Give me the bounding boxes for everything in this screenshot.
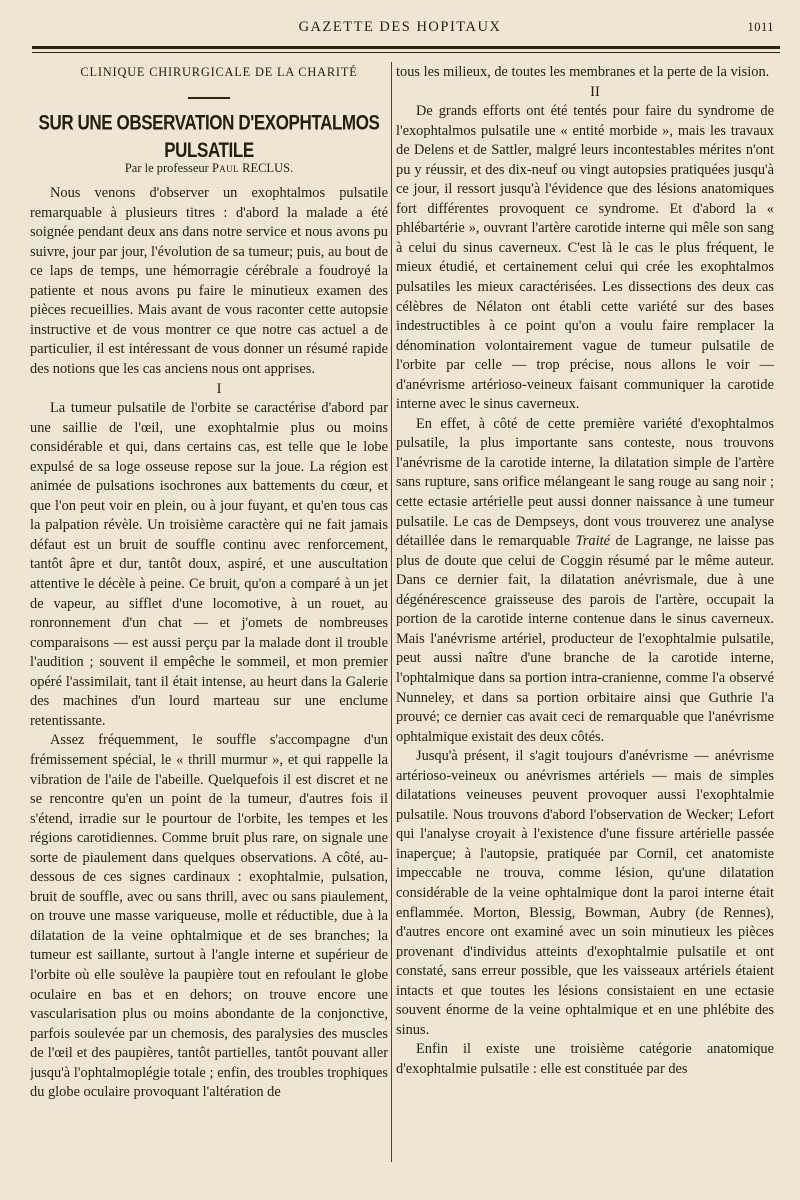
heading-rule	[188, 97, 230, 99]
left-column	[30, 63, 388, 1183]
right-column	[396, 63, 774, 1183]
paragraph-4-part-b: de Lagrange, ne laisse pas plus de doute que celui de Coggin résumé par le même auteur. Dans ce dernier fait, la dilatation anévrismale, due à une dégénérescence graisseuse des parois de l'artère, occupait la portion de la carotide interne contenue dans le sinus caverneux. Mais l'anévrisme artériel, producteur de l'exophtalmie pulsatile, peut aussi naître d'une branche de la carotide interne, l'ophtalmique dans sa portion intra-cranienne, comme l'a observé Nunneley, et dans sa portion orbitaire ainsi que Guthrie l'a prouvé; ce dernier cas avait ceci de remarquable que l'anévrisme ophtalmique existait des deux côtés.	[396, 533, 774, 745]
paragraph-3: De grands efforts ont été tentés pour faire du syndrome de l'exophtalmos pulsatile une « entité morbide », mais les travaux de Delens et de Sattler, malgré leurs incontestables mérites n'ont pu y réussir, et des dix-neuf ou vingt autopsies pratiquées jusqu'à ce jour, il ressort jusqu'à l'évidence que des lésions anatomiques fort différentes provoquent ce syndrome. Et d'abord la « phlébartérie », ouvrant l'artère carotide interne qui mêle son sang à celui du sinus caverneux. C'est là le cas le plus fréquent, le mieux étudié, et certainement celui qui crée les exophtalmos pulsatiles les mieux caractérisées. Les dissections des deux cas célèbres de Nélaton ont établi cette variété sur des bases indestructibles à ce point qu'on a voulu faire remplacer la dénomination volontairement vague de tumeur pulsatile de l'orbite par celle — trop précise, nous allons le voir — d'anévrisme artérioso-veineux faisant communiquer la carotide interne avec le sinus caverneux.	[396, 103, 774, 413]
section-number-1: I	[216, 380, 222, 397]
section-heading: CLINIQUE CHIRURGICALE DE LA CHARITÉ	[80, 65, 358, 79]
section-number-2: II	[590, 83, 600, 100]
paragraph-1: La tumeur pulsatile de l'orbite se caractérise d'abord par une saillie de l'œil, une exophtalmie plus ou moins considérable et qui, dans certains cas, est telle que le lobe expulsé de sa loge osseuse repose sur la joue. La région est animée de pulsations isochrones aux battements du cœur, et que l'on peut voir en plein, ou à jour fuyant, et qu'en tous cas la palpation révèle. Un troisième caractère qui ne fait jamais défaut est un bruit de souffle continu avec renforcement, tantôt âpre et dur, tantôt doux, aspiré, et une auscultation attentive le décèle à peine. Ce bruit, qu'on a comparé à un jet de vapeur, au sifflet d'une locomotive, à un rouet, au ronronnement d'un chat — et j'omets de nombreuses comparaisons — est aussi perçu par la malade dont il trouble l'audition ; souvent il empêche le sommeil, et mon premier opéré l'assimilait, tant il était intense, au heurt dans la Galerie des machines d'un lourd marteau sur une enclume retentissante.	[30, 400, 388, 729]
continued-paragraph: tous les milieux, de toutes les membranes et la perte de la vision.	[396, 64, 770, 80]
article-title: SUR UNE OBSERVATION D'EXOPHTALMOS PULSATILE	[38, 110, 380, 162]
running-head	[0, 19, 800, 41]
author-last-name: RECLUS.	[242, 160, 294, 175]
header-rule-thin	[32, 52, 780, 53]
traite-italic: Traité	[575, 533, 610, 550]
paragraph-4-part-a: En effet, à côté de cette première variété d'exophtalmos pulsatile, la plus importante sans conteste, nous trouvons l'anévrisme de la carotide interne, la dilatation simple de l'artère sans rupture, sans orifice mélangeant le sang rouge au sang noir ; cette ectasie artérielle peut aussi donner naissance à une tumeur pulsatile. Le cas de Dempseys, dont vous trouverez une analyse détaillée dans le remarquable	[396, 415, 774, 550]
page-number: 1011	[747, 20, 774, 34]
column-divider	[391, 62, 392, 1162]
byline-prefix: Par le professeur	[124, 160, 209, 175]
intro-paragraph: Nous venons d'observer un exophtalmos pulsatile remarquable à plusieurs titres : d'abord la malade a été soignée pendant deux ans dans notre service et nous avons pu suivre, jour par jour, l'évolution de sa tumeur; puis, au bout de ce laps de temps, une hémorragie cérébrale a foudroyé la patiente et nous avons pu faire le minutieux examen des pièces recueillies. Mais avant de vous raconter cette autopsie instructive et de vous montrer ce que notre cas actuel a de particulier, il est intéressant de vous donner un résumé rapide des notions que les cas anciens nous ont apprises.	[30, 185, 388, 378]
paragraph-6: Enfin il existe une troisième catégorie anatomique d'exophtalmie pulsatile : elle est constituée par des	[396, 1041, 774, 1077]
paragraph-4	[396, 415, 774, 747]
paragraph-5: Jusqu'à présent, il s'agit toujours d'anévrisme — anévrisme artérioso-veineux ou anévrismes artériels — mais de simples dilatations veineuses peuvent provoquer aussi l'exophtalmie pulsatile. Nous trouvons d'abord l'observation de Wecker; Lefort qui l'analyse croyait à l'existence d'une fissure artérielle passée inaperçue; à l'autopsie, pratiquée par Cornil, cet anatomiste impeccable ne trouva, comme lésion, qu'une dilatation considérable de la veine ophtalmique dont la paroi interne était enflammée. Morton, Blessig, Bowman, Aubry (de Rennes), d'autres encore ont examiné avec un soin minutieux les pièces provenant d'individus atteints d'exophtalmie pulsatile et ont constaté, sans erreur possible, que les vaisseaux artériels étaient intacts et que toutes les lésions consistaient en une ectasie souvent énorme de la veine ophtalmique et en une phlébite des sinus.	[396, 748, 774, 1038]
paragraph-2: Assez fréquemment, le souffle s'accompagne d'un frémissement spécial, le « thrill murmur », et qui rappelle la vibration de l'aile de l'abeille. Quelquefois il est discret et ne se rencontre qu'en un point de la tumeur, d'autres fois il s'étend, irradie sur le pourtour de l'orbite, les tempes et les régions carotidiennes. Comme bruit plus rare, on signale une sorte de piaulement dans quelques observations. A côté, au-dessous de ces signes cardinaux : exophtalmie, pulsation, bruit de souffle, avec ou sans thrill, avec ou sans piaulement, on trouve une masse variqueuse, molle et réductible, due à la dilatation de la veine ophtalmique et de ses branches; la tumeur est saillante, surtout à l'angle interne et supérieur de l'orbite où elle soulève la paupière tout en refoulant le globe oculaire en bas et en dehors; on trouve encore une vascularisation plus ou moins abondante de la conjonctive, parfois soulevée par un chemosis, des paralysies des muscles de l'œil et des paupières, tantôt partielles, tantôt pouvant aller jusqu'à l'ophtalmoplégie totale ; enfin, des troubles trophiques du globe oculaire provoquant l'altération de	[30, 732, 388, 1101]
running-title: GAZETTE DES HOPITAUX	[298, 19, 502, 35]
header-rule-thick	[32, 46, 780, 49]
author-first-name: Paul	[211, 160, 239, 175]
